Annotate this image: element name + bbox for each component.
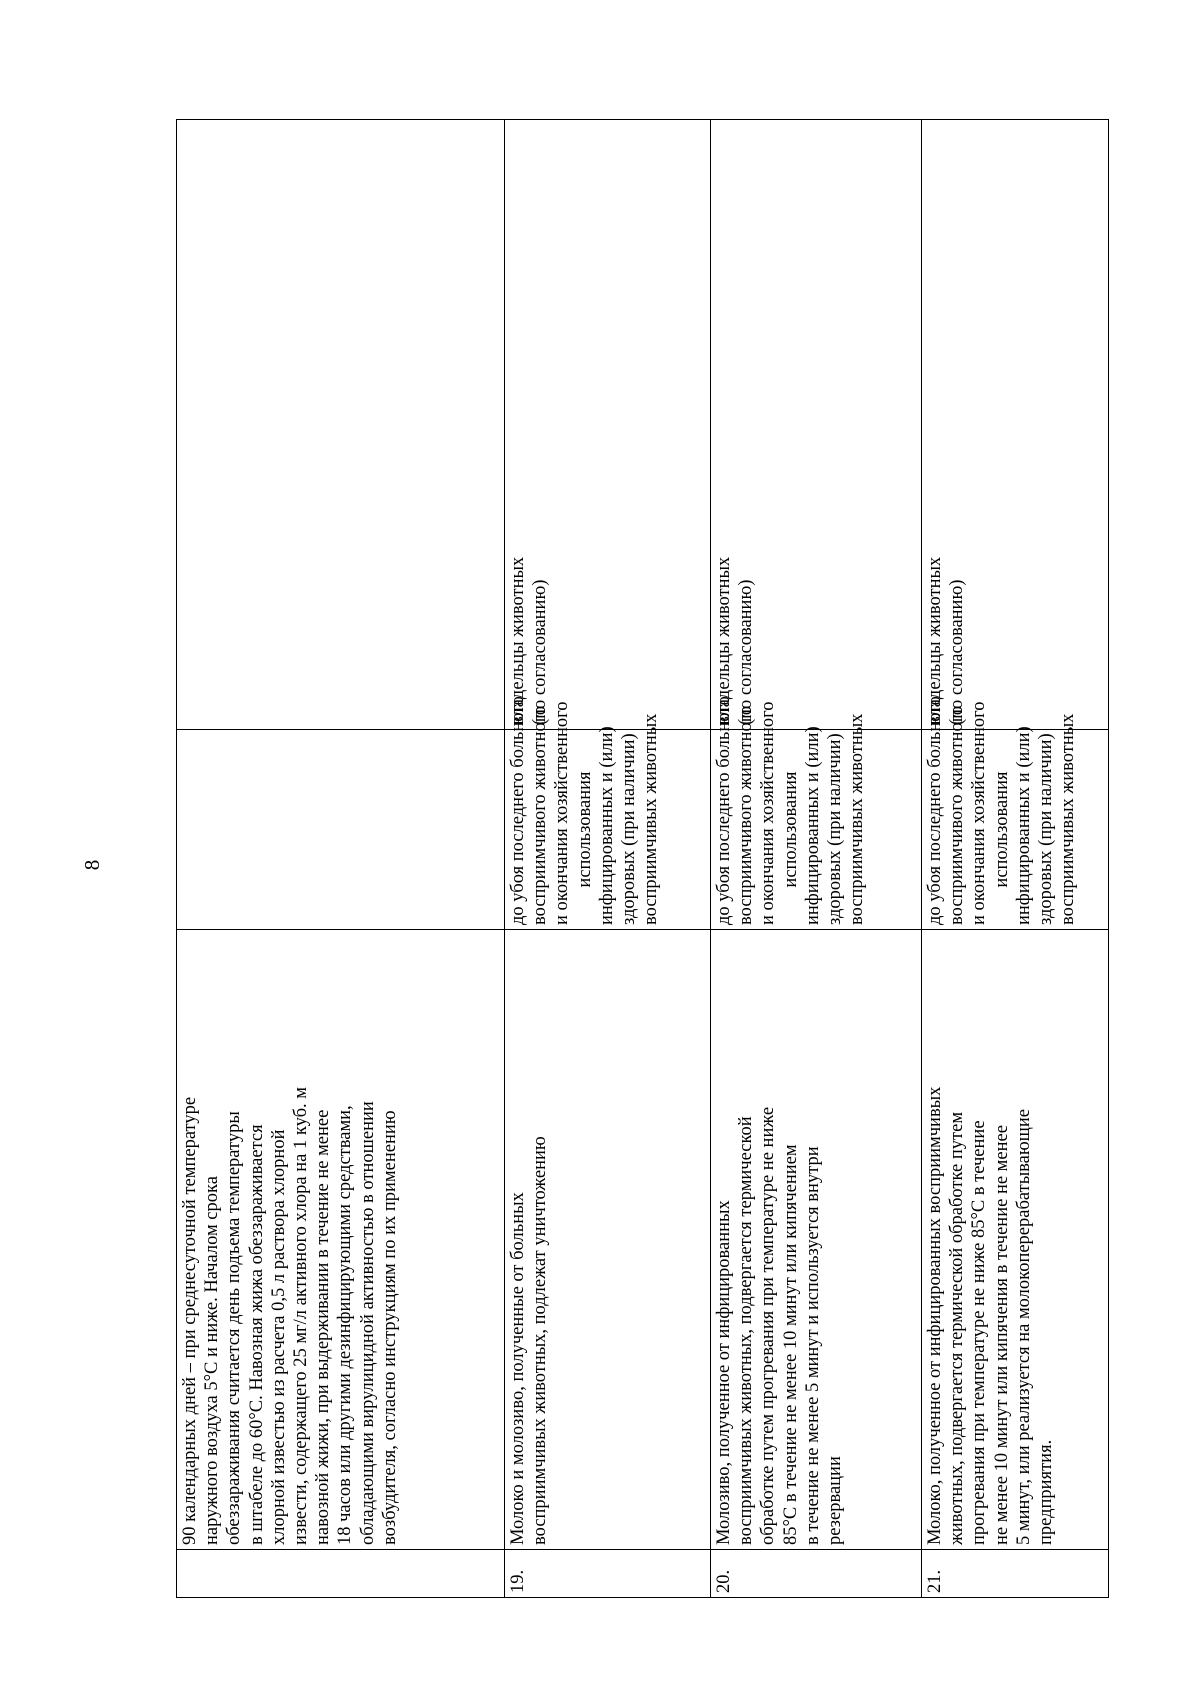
cell-number: 19. <box>505 1550 711 1598</box>
text-line: Молоко и молозиво, полученные от больных <box>508 1192 528 1545</box>
text-line: и окончания хозяйственного <box>969 701 990 925</box>
text-line: (по согласованию) <box>530 579 551 725</box>
text-line: хлорной известью из расчета 0,5 л раствора хлорной <box>268 1129 289 1545</box>
text-line: навозной жижи, при выдерживании в течение не менее <box>313 1109 334 1545</box>
text-line: восприимчивого животного <box>736 705 757 925</box>
text-line: предприятия. <box>1035 1439 1056 1545</box>
text-line: восприимчивых животных, подвергается термической <box>736 1116 757 1545</box>
text-line: здоровых (при наличии) <box>824 733 845 925</box>
text-line: использования <box>780 771 801 888</box>
cell-term <box>505 696 711 930</box>
text-line: животных, подвергается термической обработке путем <box>947 1111 968 1545</box>
text-line: извести, содержащего 25 мг/л активного хлора на 1 куб. м <box>290 1087 311 1545</box>
text-line: инфицированных и (или) <box>1013 726 1034 925</box>
measures-table-body <box>177 120 1109 1598</box>
text-line: в штабеле до 60°С. Навозная жижа обеззараживается <box>246 1124 267 1545</box>
text-line: возбудителя, согласно инструкциям по их применению <box>379 1110 400 1545</box>
text-line: использования <box>574 771 595 888</box>
text-line: 85°С в течение не менее 10 минут или кипячением <box>780 1144 801 1545</box>
cell-measure <box>505 930 711 1550</box>
text-line: до убоя последнего больного <box>508 696 528 925</box>
text-line: восприимчивых животных, подлежат уничтожению <box>530 1136 551 1545</box>
text-line: использования <box>991 771 1012 888</box>
cell-number: 20. <box>711 1550 922 1598</box>
table-row-continuation <box>177 120 505 1598</box>
text-line: восприимчивого животного <box>947 705 968 925</box>
rotated-table-frame <box>176 120 1108 1598</box>
text-line: и окончания хозяйственного <box>758 701 779 925</box>
text-line: владельцы животных <box>714 556 734 725</box>
cell-number: 21. <box>922 1550 1109 1598</box>
text-line: до убоя последнего больного <box>925 696 945 925</box>
text-line: 18 часов или другими дезинфицирующими средствами, <box>335 1105 356 1545</box>
text-line: инфицированных и (или) <box>596 726 617 925</box>
text-line: инфицированных и (или) <box>802 726 823 925</box>
text-line: до убоя последнего больного <box>714 696 734 925</box>
text-line: обладающими вирулицидной активностью в отношении <box>357 1101 378 1545</box>
document-table-container <box>176 120 1108 1598</box>
text-line: владельцы животных <box>508 556 528 725</box>
table-row-19 <box>505 120 711 1598</box>
cell-measure <box>922 930 1109 1550</box>
text-line: восприимчивых животных <box>641 713 662 925</box>
cell-responsible <box>505 120 711 730</box>
cell-measure <box>711 930 922 1550</box>
cell-term <box>711 696 922 930</box>
cell-term <box>922 696 1109 930</box>
text-line: 5 минут, или реализуется на молокоперерабатывающие <box>1013 1108 1034 1545</box>
text-line: восприимчивых животных <box>1058 713 1079 925</box>
cell-measure <box>177 930 505 1550</box>
text-line: не менее 10 минут или кипячения в течение не менее <box>991 1125 1012 1545</box>
text-line: и окончания хозяйственного <box>552 701 573 925</box>
text-line: 90 календарных дней – при среднесуточной температуре <box>180 1096 200 1545</box>
table-row-20 <box>711 120 922 1598</box>
cell-responsible <box>922 120 1109 730</box>
text-line: (по согласованию) <box>736 579 757 725</box>
measures-table <box>176 119 1109 1598</box>
text-line: прогревания при температуре не ниже 85°С в течение <box>969 1120 990 1545</box>
text-line: восприимчивого животного <box>530 705 551 925</box>
text-line: обработке путем прогревания при температуре не ниже <box>758 1106 779 1545</box>
table-row-21 <box>922 120 1109 1598</box>
text-line: восприимчивых животных <box>847 713 868 925</box>
text-line: в течение не менее 5 минут и используется внутри <box>802 1146 823 1545</box>
text-line: наружного воздуха 5°С и ниже. Началом срока <box>202 1176 223 1545</box>
text-line: Молоко, полученное от инфицированных восприимчивых <box>925 1086 945 1545</box>
cell-term <box>177 730 505 930</box>
cell-responsible <box>711 120 922 730</box>
text-line: Молозиво, полученное от инфицированных <box>714 1200 734 1545</box>
page-number: 8 <box>80 859 104 871</box>
text-line: здоровых (при наличии) <box>618 733 639 925</box>
text-line: обеззараживания считается день подъема температуры <box>224 1111 245 1545</box>
text-line: (по согласованию) <box>947 579 968 725</box>
text-line: здоровых (при наличии) <box>1035 733 1056 925</box>
cell-responsible <box>177 120 505 730</box>
text-line: резервации <box>824 1456 845 1545</box>
text-line: владельцы животных <box>925 556 945 725</box>
cell-number <box>177 1550 505 1598</box>
